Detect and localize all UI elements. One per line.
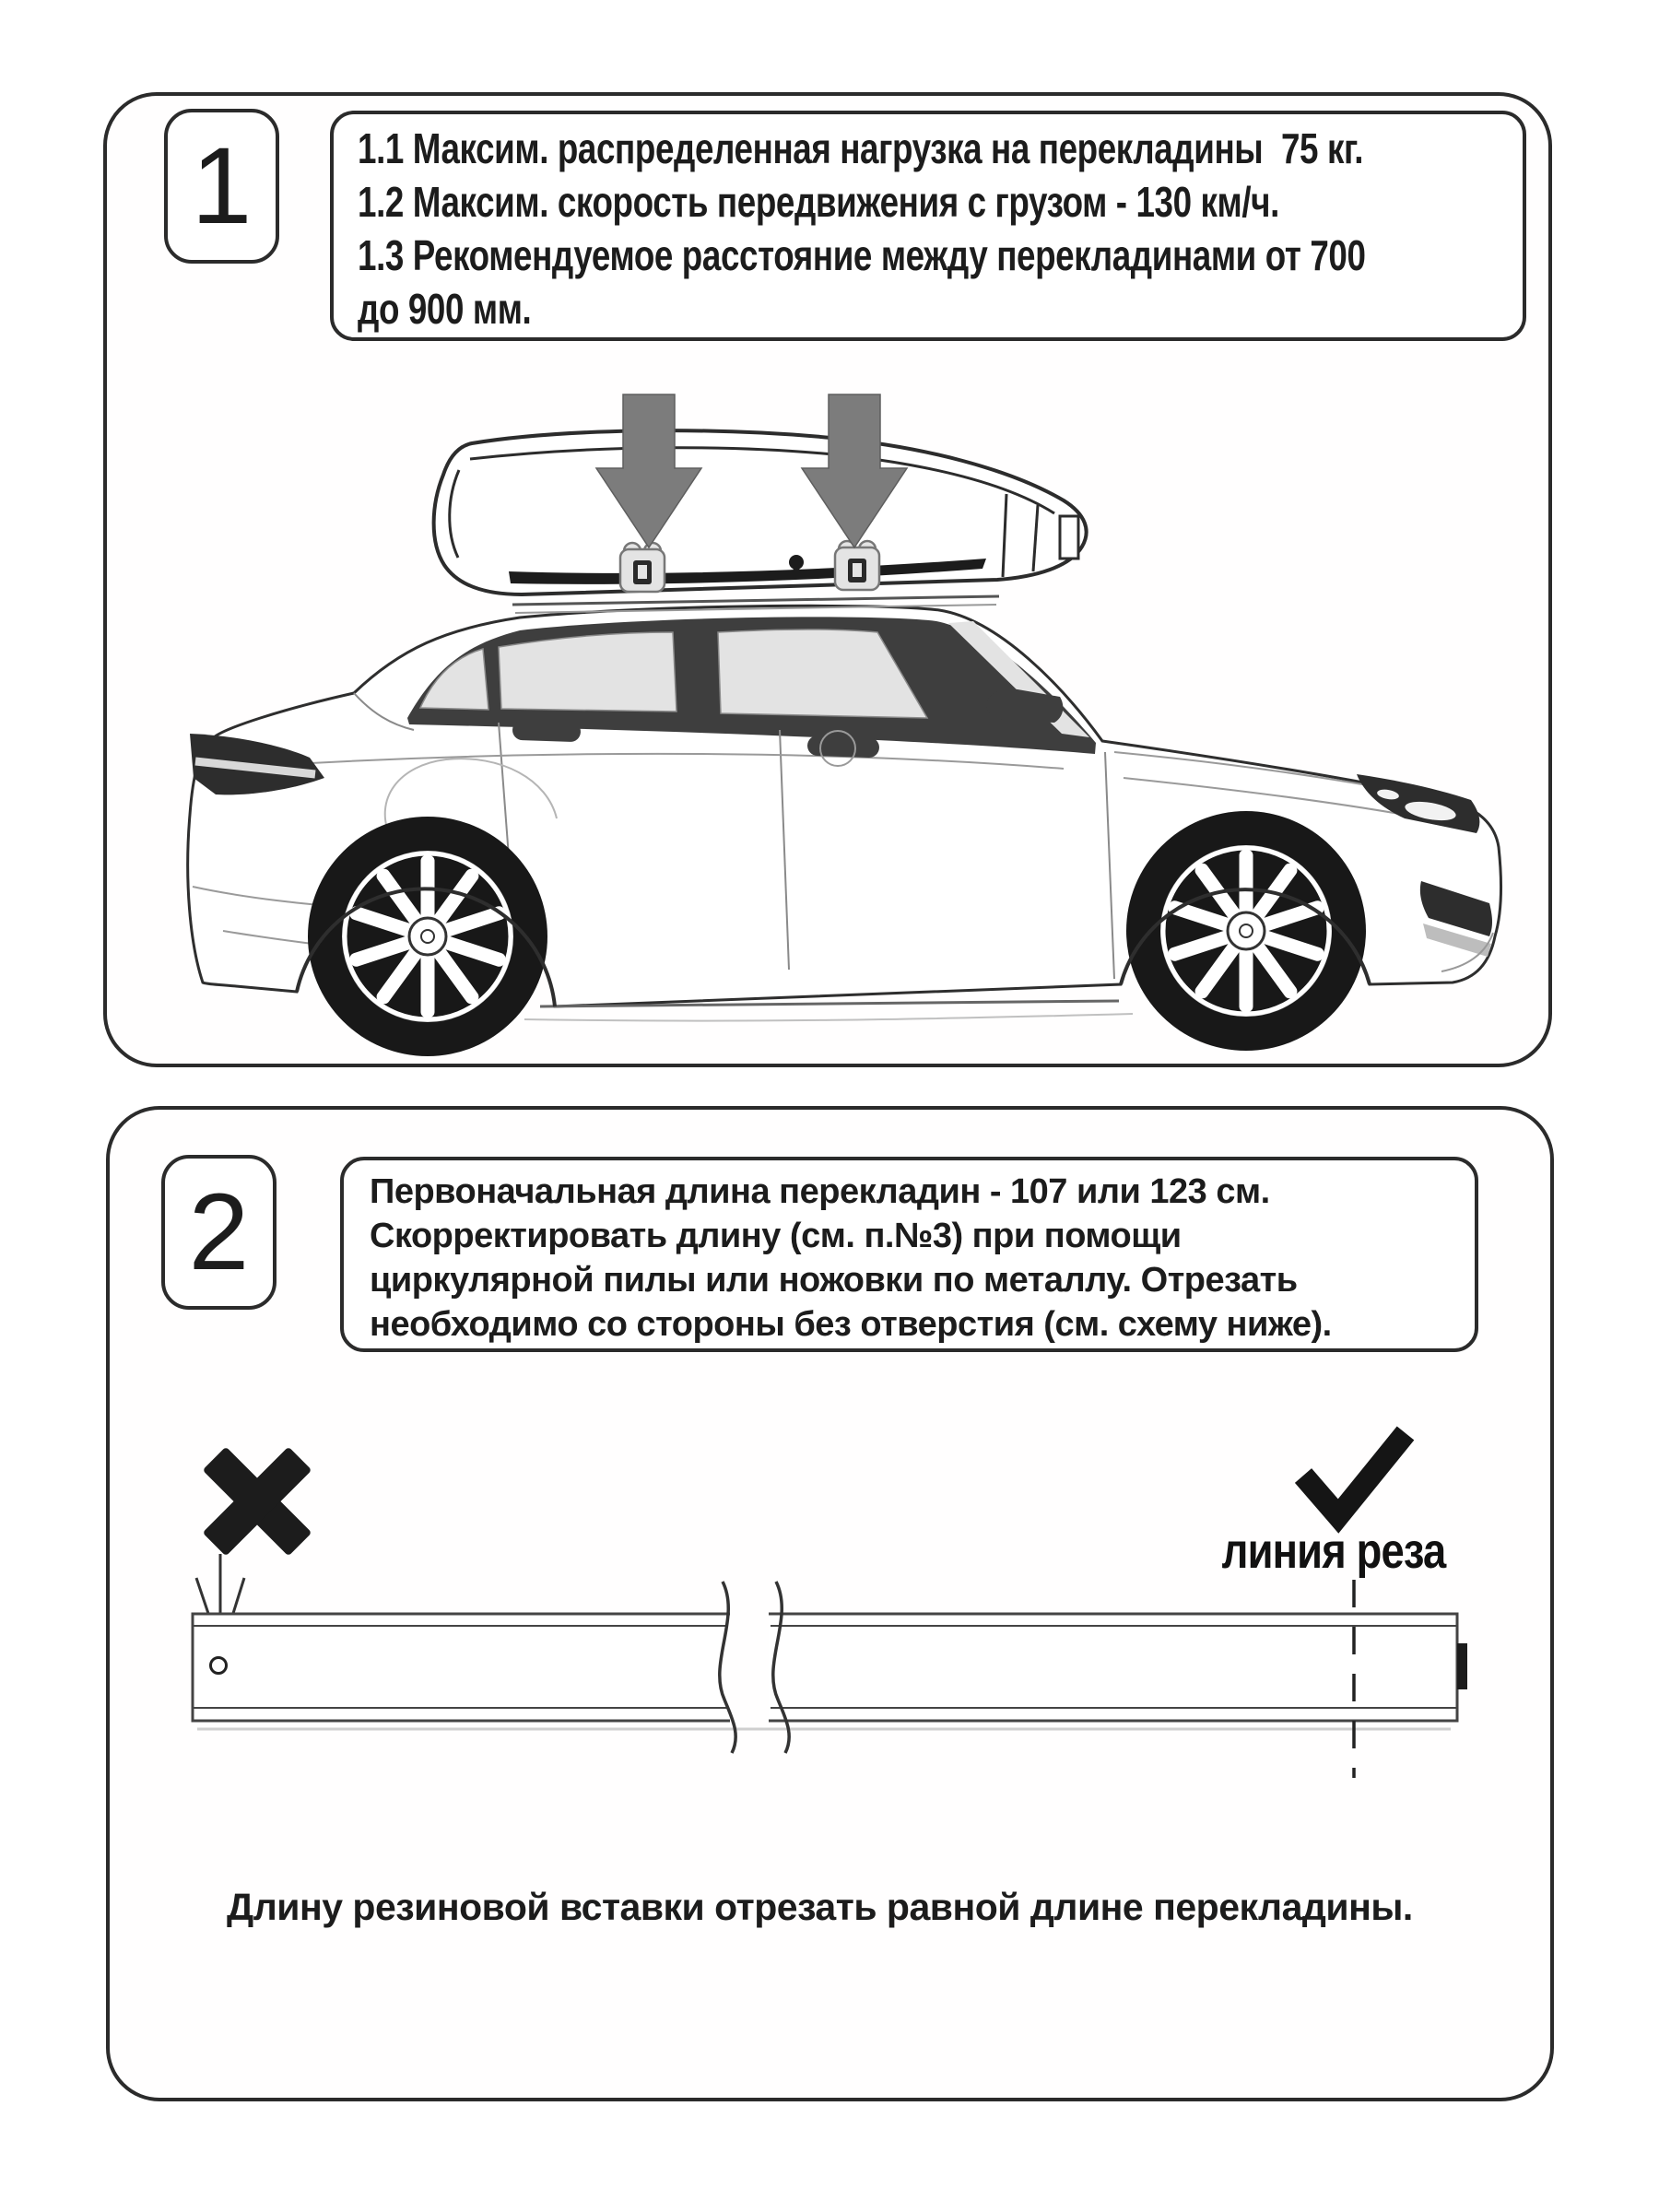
rear-door-glass (499, 632, 677, 712)
instruction-line: до 900 мм. (358, 285, 532, 333)
step-2-number-box (161, 1155, 276, 1310)
step-1-panel (103, 92, 1552, 1067)
front-wheel (1126, 811, 1366, 1051)
check-mark-icon (1303, 1433, 1406, 1516)
bolt-hole (211, 1658, 227, 1674)
instruction-line: 1.3 Рекомендуемое расстояние между перекладинами от 700 (358, 231, 1366, 279)
car-roofbox-illustration (124, 368, 1561, 1057)
cut-line-label: линия реза (1221, 1524, 1446, 1579)
crossbar-profile (193, 1614, 1467, 1729)
crossbar-mount (620, 543, 665, 592)
instruction-line: необходимо со стороны без отверстия (см. схему ниже). (370, 1305, 1332, 1344)
step-2-number: 2 (188, 1171, 250, 1293)
step-2-instructions-box (340, 1157, 1478, 1352)
step-1-instructions-box (330, 111, 1526, 341)
cross-mark-icon (203, 1447, 312, 1557)
step-1-number: 1 (191, 125, 253, 247)
instruction-line: 1.2 Максим. скорость передвижения с грузом - 130 км/ч. (358, 178, 1279, 226)
crossbar-cutting-diagram (124, 1386, 1561, 1921)
rubber-insert-note: Длину резиновой вставки отрезать равной длине перекладины. (227, 1886, 1413, 1928)
crossbar-mount (835, 541, 879, 590)
rear-wheel (308, 817, 547, 1056)
instruction-line: циркулярной пилы или ножовки по металлу. Отрезать (370, 1261, 1298, 1300)
instruction-line: Скорректировать длину (см. п.№3) при помощи (370, 1217, 1182, 1255)
end-cap (1457, 1643, 1467, 1689)
instruction-line: 1.1 Максим. распределенная нагрузка на перекладины 75 кг. (358, 124, 1364, 172)
step-1-number-box (164, 109, 279, 264)
roof-box (434, 430, 1087, 594)
rear-door-handle (512, 720, 582, 743)
front-door-handle (807, 735, 880, 759)
step-2-panel (106, 1106, 1554, 2101)
instruction-line: Первоначальная длина перекладин - 107 или 123 см. (370, 1172, 1270, 1211)
